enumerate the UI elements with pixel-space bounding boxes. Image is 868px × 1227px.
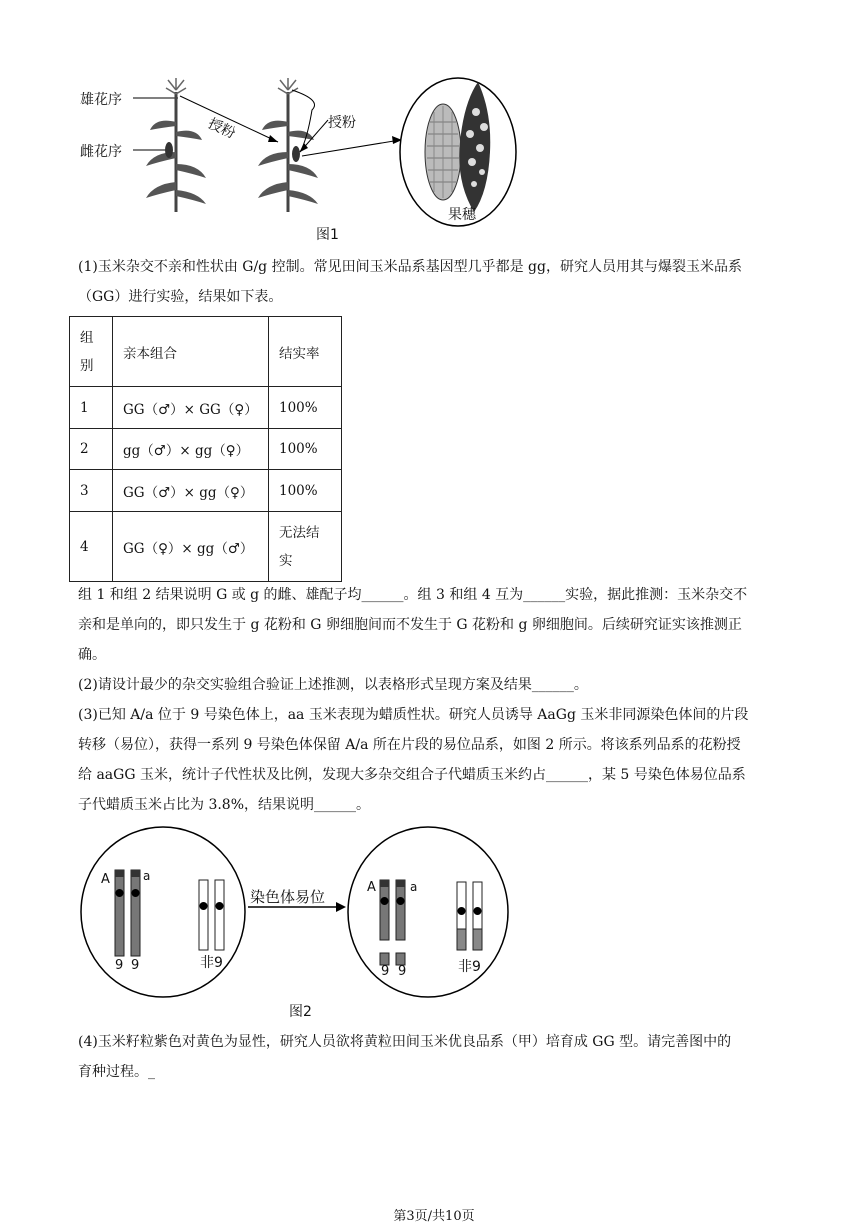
table-row: [70, 387, 342, 429]
female-inflorescence-label: 雌花序: [80, 144, 122, 160]
table-row: [70, 512, 342, 582]
table-cell-rate: 无法结 实: [269, 512, 342, 582]
followup-line-1: 组 1 和组 2 结果说明 G 或 g 的雌、雄配子均______。组 3 和组 4 互为______实验，据此推测：玉米杂交不: [78, 587, 748, 603]
question-1-line-2: （GG）进行实验，结果如下表。: [78, 289, 283, 305]
pollination-label-2: 授粉: [328, 115, 356, 131]
table-cell-group: 1: [70, 387, 113, 429]
figure-1-caption: 图1: [316, 227, 339, 243]
question-3-line-4: 子代蜡质玉米占比为 3.8%，结果说明______。: [78, 797, 371, 813]
table-cell-cross: GG（♂）× GG（♀）: [113, 387, 269, 429]
table-header-row: [70, 317, 342, 387]
table-cell-cross: gg（♂）× gg（♀）: [113, 429, 269, 470]
non-9-left-label: 非9: [200, 955, 223, 971]
followup-line-3: 确。: [78, 647, 106, 663]
question-3-line-1: (3)已知 A/a 位于 9 号染色体上，aa 玉米表现为蜡质性状。研究人员诱导 AaGg 玉米非同源染色体间的片段: [78, 707, 749, 723]
question-2-text: (2)请设计最少的杂交实验组合验证上述推测，以表格形式呈现方案及结果______。: [78, 677, 588, 693]
question-4-line-1: (4)玉米籽粒紫色对黄色为显性，研究人员欲将黄粒田间玉米优良品系（甲）培育成 GG 型。请完善图中的: [78, 1034, 732, 1050]
table-cell-group: 2: [70, 429, 113, 470]
table-cell-rate: 100%: [269, 429, 342, 470]
table-cell-group: 4: [70, 512, 113, 582]
question-3-line-2: 转移（易位），获得一系列 9 号染色体保留 A/a 所在片段的易位品系，如图 2 所示。将该系列品系的花粉授: [78, 737, 741, 753]
question-1-text: [78, 252, 790, 312]
question-1-line-1: (1)玉米杂交不亲和性状由 G/g 控制。常见田间玉米品系基因型几乎都是 gg，研究人员用其与爆裂玉米品系: [78, 259, 742, 275]
table-row: [70, 429, 342, 470]
table-header-rate: 结实率: [269, 317, 342, 387]
allele-a-right-label: a: [410, 880, 418, 894]
allele-a-left-label: a: [143, 869, 151, 883]
cross-results-table: [69, 316, 342, 582]
table-cell-cross: GG（♂）× gg（♀）: [113, 470, 269, 512]
table-cell-cross: GG（♀）× gg（♂）: [113, 512, 269, 582]
followup-line-2: 亲和是单向的，即只发生于 g 花粉和 G 卵细胞间而不发生于 G 花粉和 g 卵细胞间。后续研究证实该推测正: [78, 617, 742, 633]
question-4-line-2: 育种过程。_: [78, 1064, 155, 1080]
table-row: [70, 470, 342, 512]
chromosome-9-right-1: 9: [381, 964, 390, 979]
question-4-text: [78, 1027, 790, 1087]
ear-label: 果穗: [448, 207, 476, 223]
allele-A-left-label: A: [101, 872, 110, 887]
chromosome-9-left-1: 9: [115, 958, 124, 973]
table-cell-group: 3: [70, 470, 113, 512]
figure-2-caption: 图2: [289, 1004, 312, 1020]
question-3-line-3: 给 aaGG 玉米，统计子代性状及比例，发现大多杂交组合子代蜡质玉米约占______，某 5 号染色体易位品系: [78, 767, 746, 783]
allele-A-right-label: A: [367, 880, 376, 895]
question-1-followup-text: [78, 580, 790, 670]
chromosome-9-left-2: 9: [131, 958, 140, 973]
table-header-cross: 亲本组合: [113, 317, 269, 387]
table-cell-rate: 100%: [269, 387, 342, 429]
translocation-arrow-label: 染色体易位: [250, 888, 326, 906]
table-header-group: 组 别: [70, 317, 113, 387]
cell-after-icon: [348, 827, 508, 997]
table-cell-rate: 100%: [269, 470, 342, 512]
question-3-text: [78, 700, 790, 820]
non-9-right-label: 非9: [458, 959, 481, 975]
chromosome-9-right-2: 9: [398, 964, 407, 979]
pollination-label-1: 授粉: [205, 115, 238, 143]
male-inflorescence-label: 雄花序: [80, 92, 122, 108]
page-footer: 第3页/共10页: [393, 1209, 475, 1224]
